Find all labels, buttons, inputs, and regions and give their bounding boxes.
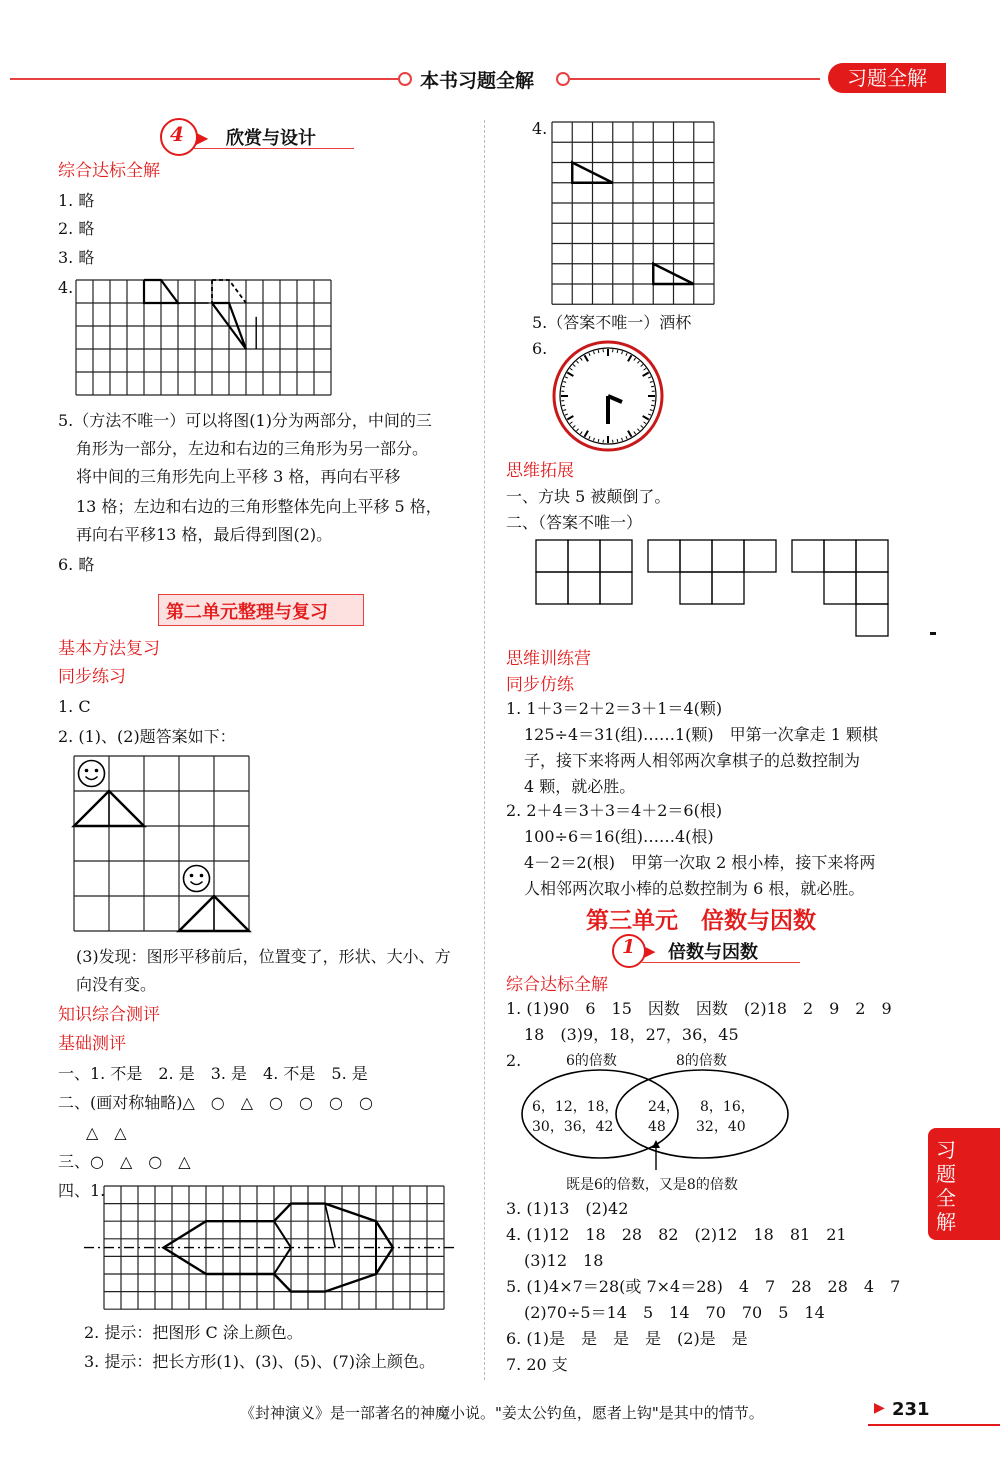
answer-line: 子，接下来将两人相邻两次拿棋子的总数控制为	[524, 751, 861, 770]
venn-left-label: 6的倍数	[566, 1053, 617, 1069]
clock-tick	[562, 386, 565, 387]
net-square	[568, 572, 600, 604]
answer-line: 1. C	[58, 697, 91, 716]
answer-line: 再向右平移13 格，最后得到图(2)。	[76, 525, 333, 544]
net-square	[824, 540, 856, 572]
answer-line: 三、○ △ ○ △	[58, 1152, 191, 1171]
answer-line: 6. 略	[58, 555, 95, 574]
clock-tick	[617, 439, 618, 442]
answer-line: 100÷6＝16(组)……4(根)	[524, 827, 714, 846]
net-square	[536, 540, 568, 572]
subheading: 基础测评	[58, 1034, 126, 1054]
clock-tick	[617, 350, 618, 353]
subheading: 基本方法复习	[58, 639, 160, 659]
footer-rule	[868, 1424, 1000, 1426]
section-number: 4	[170, 122, 184, 146]
net-square	[856, 540, 888, 572]
page-number: 231	[892, 1399, 930, 1420]
venn-right-label: 8的倍数	[676, 1053, 727, 1069]
answer-line: 4.	[532, 119, 548, 138]
header-dot-left	[398, 72, 412, 86]
net-square	[824, 572, 856, 604]
cube-nets	[536, 540, 896, 640]
answer-line: 6. (1)是 是 是 是 (2)是 是	[506, 1329, 748, 1348]
answer-line: (3)12 18	[524, 1251, 604, 1270]
answer-line: 将中间的三角形先向上平移 3 格，再向右平移	[76, 467, 401, 486]
answer-line: 4. (1)12 18 28 82 (2)12 18 81 21	[506, 1225, 847, 1244]
answer-line: 3. (1)13 (2)42	[506, 1199, 629, 1218]
grid-symmetry	[104, 1186, 444, 1310]
grid-translation	[74, 756, 250, 932]
answer-line: 4.	[58, 278, 74, 297]
answer-line: 4－2＝2(根) 甲第一次取 2 根小棒，接下来将两	[524, 853, 876, 872]
section-underline	[642, 962, 800, 963]
venn-common-values: 24，	[648, 1099, 680, 1115]
net-square	[792, 540, 824, 572]
net-square	[680, 540, 712, 572]
subheading-comprehensive: 综合达标全解	[58, 161, 160, 181]
section-title: 欣赏与设计	[226, 128, 316, 149]
answer-line: 1. 1＋3＝2＋2＝3＋1＝4(颗)	[506, 699, 723, 718]
answer-line: 人相邻两次取小棒的总数控制为 6 根，就必胜。	[524, 879, 865, 898]
answer-line: 18 (3)9，18，27，36，45	[524, 1025, 739, 1044]
section-number: 1	[622, 936, 636, 958]
header-dot-right	[556, 72, 570, 86]
answer-line: 二、（答案不唯一）	[506, 513, 643, 532]
section-title: 倍数与因数	[668, 942, 758, 963]
unit-title: 第三单元 倍数与因数	[586, 908, 816, 934]
stray-mark	[930, 632, 936, 635]
footer-note: 《封神演义》是一部著名的神魔小说。"姜太公钓鱼，愿者上钩"是其中的情节。	[240, 1404, 764, 1422]
venn-left-values: 6，12，18，	[532, 1099, 619, 1115]
answer-line: 1. 略	[58, 191, 95, 210]
answer-line: 125÷4＝31(组)……1(颗) 甲第一次拿走 1 颗棋	[524, 725, 878, 744]
answer-line: 5.（方法不唯一）可以将图(1)分为两部分，中间的三	[58, 411, 432, 430]
answer-line: 向没有变。	[76, 975, 157, 994]
column-divider	[484, 120, 485, 1380]
grid-q4-right	[552, 122, 714, 304]
clock-tick	[562, 405, 565, 406]
clock-face	[552, 340, 664, 452]
header-rule-left	[10, 78, 400, 80]
answer-line: (3)发现：图形平移前后，位置变了，形状、大小、方	[76, 947, 451, 966]
answer-line: 13 格；左边和右边的三角形整体先向上平移 5 格，	[76, 497, 442, 516]
smiley-eye	[200, 874, 204, 878]
smiley-eye	[95, 769, 99, 773]
venn-right-values: 8，16，	[700, 1099, 755, 1115]
venn-left-values: 30，36，42	[532, 1119, 614, 1135]
section-arrow-icon: ▶	[196, 128, 209, 147]
net-square	[856, 572, 888, 604]
net-square	[712, 540, 744, 572]
net-square	[680, 572, 712, 604]
clock-tick	[651, 386, 654, 387]
footer-arrow-icon: ▶	[874, 1400, 885, 1416]
subheading: 综合达标全解	[506, 975, 608, 995]
grid-q4-left	[76, 280, 332, 398]
answer-line: 一、方块 5 被颠倒了。	[506, 487, 671, 506]
clock-tick	[598, 350, 599, 353]
answer-line: △ △	[86, 1123, 127, 1142]
side-tab-label: 习题全解	[936, 1138, 956, 1234]
subheading: 同步仿练	[506, 675, 574, 695]
net-square	[856, 604, 888, 636]
net-square	[600, 572, 632, 604]
subheading: 思维训练营	[506, 649, 591, 669]
answer-line: 3. 提示：把长方形(1)、(3)、(5)、(7)涂上颜色。	[84, 1352, 436, 1371]
answer-line: 2. 提示：把图形 C 涂上颜色。	[84, 1323, 303, 1342]
answer-line: 1. (1)90 6 15 因数 因数 (2)18 2 9 2 9	[506, 999, 892, 1018]
subheading: 同步练习	[58, 667, 126, 687]
net-square	[648, 540, 680, 572]
answer-line: 4 颗，就必胜。	[524, 777, 636, 796]
clock-tick	[598, 439, 599, 442]
net-square	[744, 540, 776, 572]
header-tag: 习题全解	[828, 63, 946, 93]
net-square	[712, 572, 744, 604]
header-rule-right	[570, 78, 820, 80]
net-square	[600, 540, 632, 572]
answer-line: 6.	[532, 339, 548, 358]
answer-line: 5. (1)4×7＝28(或 7×4＝28) 4 7 28 28 4 7	[506, 1277, 901, 1296]
clock-tick	[651, 405, 654, 406]
figure-inner-line	[325, 1204, 335, 1248]
answer-line: 四、1.	[58, 1181, 106, 1200]
answer-line: 5.（答案不唯一）酒杯	[532, 313, 692, 332]
answer-line: 2. (1)、(2)题答案如下：	[58, 727, 236, 746]
section-arrow-icon: ▶	[644, 942, 656, 960]
subheading: 知识综合测评	[58, 1005, 160, 1025]
answer-line: 2.	[506, 1051, 522, 1070]
venn-common-values: 48	[648, 1119, 666, 1135]
venn-note: 既是6的倍数，又是8的倍数	[566, 1177, 738, 1193]
venn-right-values: 32，40	[696, 1119, 746, 1135]
answer-line: 3. 略	[58, 248, 95, 267]
smiley-eye	[190, 874, 194, 878]
subheading: 思维拓展	[506, 461, 574, 481]
answer-line: 一、1. 不是 2. 是 3. 是 4. 不是 5. 是	[58, 1064, 368, 1083]
smiley-icon	[184, 866, 210, 892]
smiley-eye	[85, 769, 89, 773]
unit-title: 第二单元整理与复习	[166, 602, 328, 623]
answer-line: 角形为一部分，左边和右边的三角形为另一部分。	[76, 439, 429, 458]
answer-line: 2. 2＋4＝3＋3＝4＋2＝6(根)	[506, 801, 723, 820]
answer-line: 二、(画对称轴略)△ ○ △ ○ ○ ○ ○	[58, 1093, 373, 1112]
net-square	[568, 540, 600, 572]
section-underline	[194, 148, 354, 149]
venn-pointer-head	[652, 1140, 660, 1148]
answer-line: 7. 20 支	[506, 1355, 568, 1374]
net-square	[536, 572, 568, 604]
answer-line: 2. 略	[58, 219, 95, 238]
header-title: 本书习题全解	[420, 70, 535, 92]
smiley-icon	[79, 761, 105, 787]
answer-line: (2)70÷5＝14 5 14 70 70 5 14	[524, 1303, 825, 1322]
